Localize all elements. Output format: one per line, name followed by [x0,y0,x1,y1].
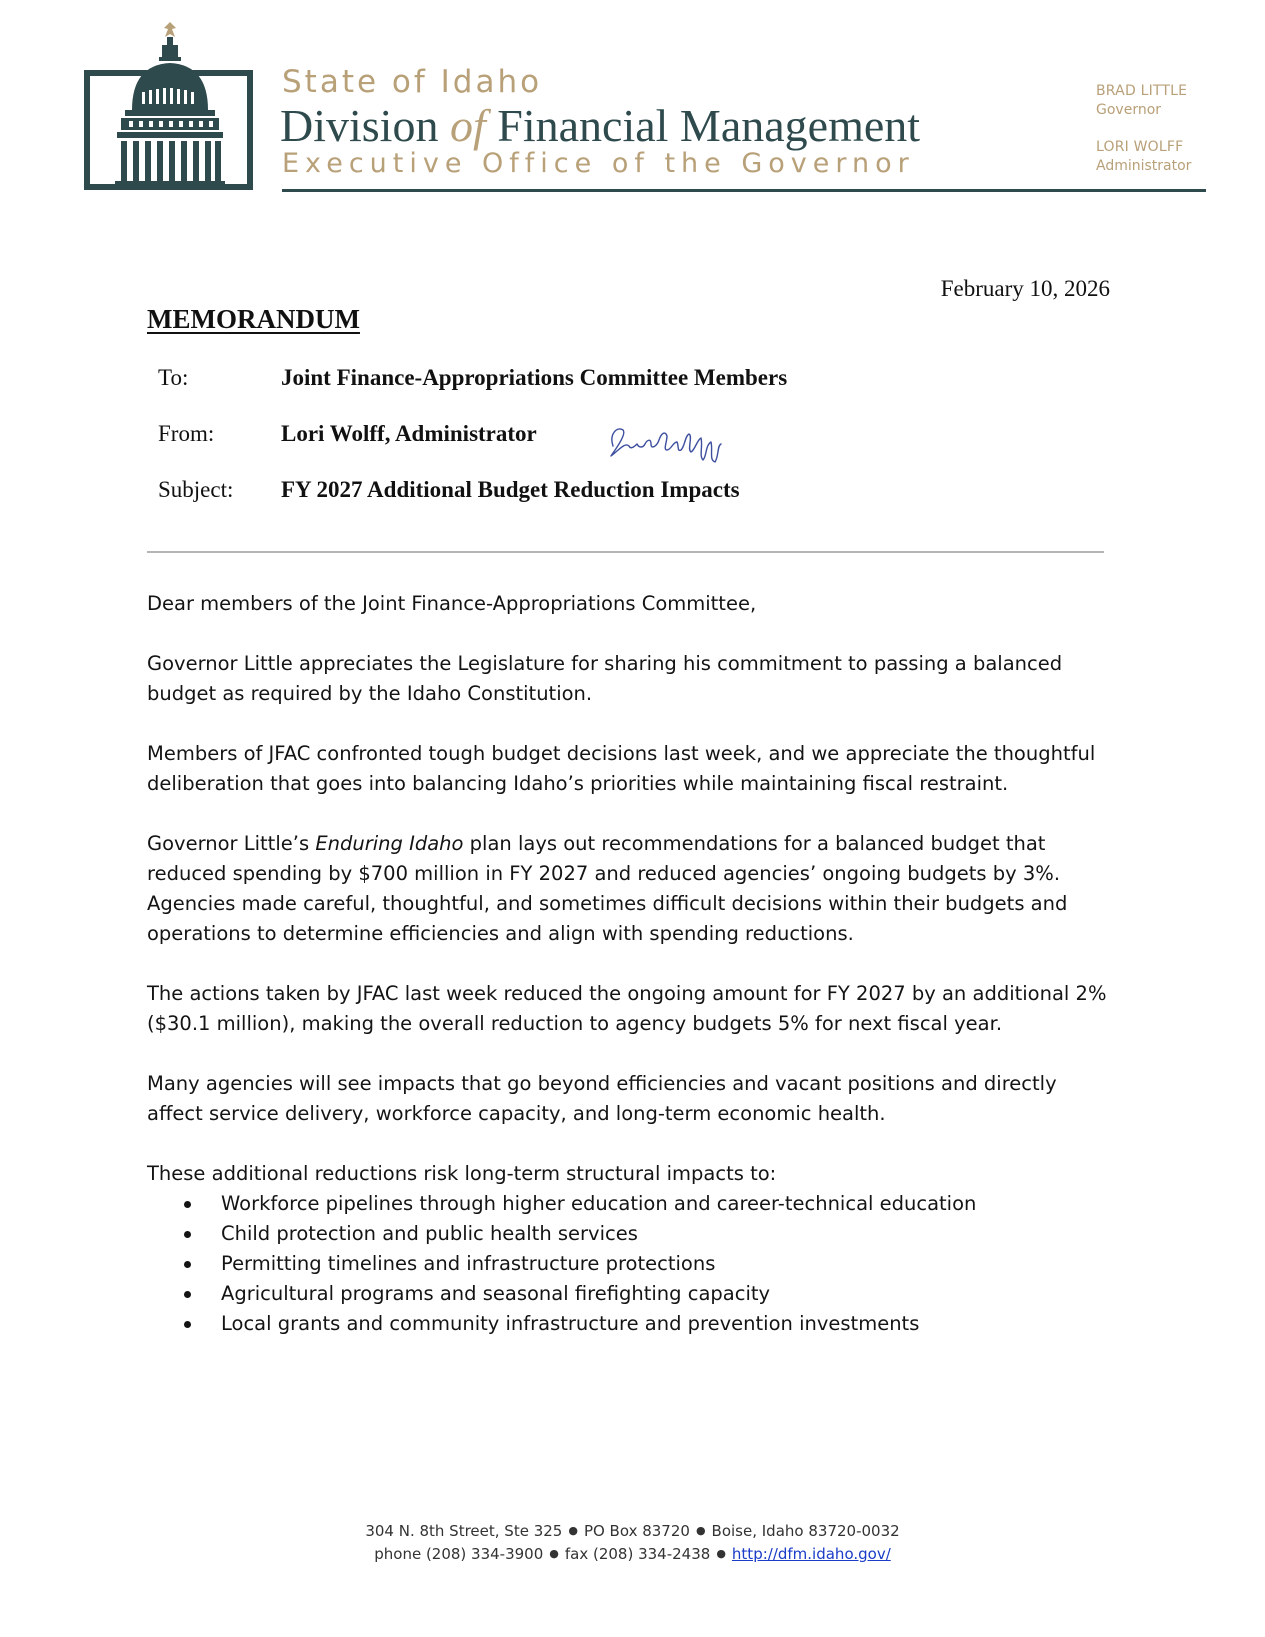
separator-dot-icon: ● [568,1524,578,1537]
footer-city: Boise, Idaho 83720-0032 [711,1522,900,1540]
bullet-icon [184,1201,191,1208]
handwritten-signature [605,416,725,466]
footer-contact [0,1545,1265,1563]
bullet-icon [184,1321,191,1328]
from-label: From: [158,421,215,446]
plan-name: Enduring Idaho [315,832,464,855]
subject-label: Subject: [158,477,234,502]
governor-title: Governor [1096,102,1162,118]
list-item: Agricultural programs and seasonal firefighting capacity [147,1279,1107,1309]
footer-pobox: PO Box 83720 [583,1522,690,1540]
memo-from-row [158,421,537,447]
to-value: Joint Finance-Appropriations Committee Members [281,365,788,390]
paragraph-3-pre: Governor Little’s [147,832,316,855]
paragraph-4: The actions taken by JFAC last week reduced the ongoing amount for FY 2027 by an additional 2% ($30.1 million), making the overall reduction to agency budgets 5% for next fiscal year. [147,982,1107,1035]
org-name [280,99,920,152]
impact-list [147,1189,1107,1339]
administrator-title: Administrator [1096,158,1192,174]
org-name-of: of [449,100,486,151]
bullet-icon [184,1291,191,1298]
memo-date: February 10, 2026 [940,276,1110,301]
footer-address [0,1522,1265,1540]
subject-value: FY 2027 Additional Budget Reduction Impacts [281,477,740,502]
memo-divider [147,551,1104,553]
memo-subject-row [158,477,740,503]
memo-to-row [158,365,787,391]
governor-name: BRAD LITTLE [1096,83,1188,99]
list-item: Child protection and public health services [147,1219,1107,1249]
salutation: Dear members of the Joint Finance-Appropriations Committee, [147,592,757,615]
org-state: State of Idaho [282,64,543,100]
list-item: Local grants and community infrastructure and prevention investments [147,1309,1107,1339]
list-intro: These additional reductions risk long-term structural impacts to: [147,1162,777,1185]
org-office: Executive Office of the Governor [282,148,915,179]
from-value: Lori Wolff, Administrator [281,421,537,446]
memo-title: MEMORANDUM [147,304,360,334]
paragraph-5: Many agencies will see impacts that go beyond efficiencies and vacant positions and directly affect service delivery, workforce capacity, and long-term economic health. [147,1072,1057,1125]
paragraph-2: Members of JFAC confronted tough budget decisions last week, and we appreciate the thoughtful deliberation that goes into balancing Idaho’s priorities while maintaining fiscal restraint. [147,742,1096,795]
website-link[interactable]: http://dfm.idaho.gov/ [731,1545,891,1563]
bullet-icon [184,1231,191,1238]
paragraph-3 [147,829,1107,949]
org-name-part1: Division [280,100,450,151]
header-divider [282,189,1206,192]
officials-block [1096,82,1191,176]
paragraph-3-post: plan lays out recommendations for a balanced budget that reduced spending by $700 million in FY 2027 and reduced agencies’ ongoing budgets by 3%. Agencies made careful, thoughtful, and sometimes difficult decisions within their budgets and operations to determine efficiencies and align with spending reductions. [147,832,1068,945]
separator-dot-icon: ● [716,1547,726,1560]
capitol-dome-icon [115,20,225,190]
separator-dot-icon: ● [549,1547,559,1560]
bullet-icon [184,1261,191,1268]
memo-body [147,589,1107,1339]
list-item: Workforce pipelines through higher education and career-technical education [147,1189,1107,1219]
footer-fax: fax (208) 334-2438 [564,1545,711,1563]
paragraph-1: Governor Little appreciates the Legislature for sharing his commitment to passing a balanced budget as required by the Idaho Constitution. [147,652,1063,705]
org-name-part2: Financial Management [497,100,921,151]
administrator-name: LORI WOLFF [1096,139,1184,155]
separator-dot-icon: ● [695,1524,706,1537]
footer-phone: phone (208) 334-3900 [374,1545,544,1563]
to-label: To: [158,365,189,390]
list-item: Permitting timelines and infrastructure protections [147,1249,1107,1279]
footer-street: 304 N. 8th Street, Ste 325 [365,1522,563,1540]
